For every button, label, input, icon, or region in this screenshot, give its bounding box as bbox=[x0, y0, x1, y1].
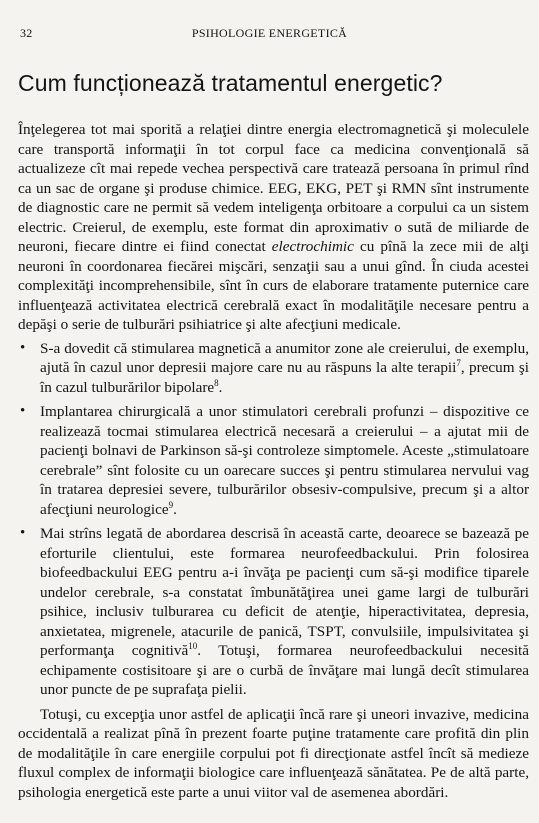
list-item bbox=[18, 402, 529, 519]
intro-part1: Înţelegerea tot mai sporită a relaţiei dintre energia electromagnetică şi moleculele care transportă informaţii în tot corpul face ca medicina convenţională să actualizeze cît mai repede vechea perspectivă care tratează persoana în primul rînd ca un sac de organe şi produse chimice. EEG, EKG, PET şi RMN sînt instrumente de diagnostic care ne permit să vedem inteligenţa orbitoare a corpului ca un sistem electric. Creierul, de exemplu, este format din aproximativ o sută de miliarde de neuroni, fiecare dintre ei fiind conectat bbox=[18, 121, 529, 255]
bullet-text-cont: , precum şi în cazul tulburărilor bipolare bbox=[40, 359, 529, 396]
running-title: PSIHOLOGIE ENERGETICĂ bbox=[191, 26, 348, 40]
bullet-text: Mai strîns legată de abordarea descrisă în această carte, deoarece se bazează pe eforturile clientului, este formarea neurofeedbackului. Prin folosirea biofeedbackului EEG pentru a-i învăţa pe pacienţi cum să-şi modifice tiparele undelor cerebrale, s-a constatat îmbunătăţirea unei game largi de tulburări psihice, inclusiv tulburarea cu deficit de atenţie, hiperactivitatea, depresia, anxietatea, migrenele, atacurile de panică, TSPT, convulsiile, impulsivitatea şi performanţa cognitivă bbox=[40, 525, 529, 659]
footnote-ref[interactable]: 10 bbox=[188, 640, 198, 651]
list-item bbox=[18, 339, 529, 398]
page-header bbox=[14, 26, 525, 42]
bullet-marker: • bbox=[20, 525, 26, 541]
footnote-ref[interactable]: 7 bbox=[456, 357, 461, 368]
intro-italic-term: electrochimic bbox=[271, 238, 354, 255]
bullet-marker: • bbox=[20, 403, 26, 419]
footnote-ref[interactable]: 8 bbox=[214, 377, 219, 388]
bullet-list bbox=[18, 339, 529, 700]
list-item bbox=[18, 524, 529, 700]
bullet-marker: • bbox=[20, 339, 26, 356]
bullet-text: S-a dovedit că stimularea magnetică a anumitor zone ale creierului, de exemplu, ajută în cazul unor depresii majore care nu au răspuns la alte terapii bbox=[40, 339, 529, 376]
section-title: Cum funcționează tratamentul energetic? bbox=[18, 70, 443, 96]
body-text bbox=[18, 120, 529, 802]
footnote-ref[interactable]: 9 bbox=[168, 499, 174, 510]
bullet-text-cont: . Totuşi, formarea neurofeedbackului necesită echipamente costisitoare şi are o curbă de învăţare mai lungă decît stimularea unor puncte de pe suprafaţa pielii. bbox=[40, 642, 529, 698]
bullet-text-end: . bbox=[218, 378, 223, 396]
intro-paragraph bbox=[18, 120, 529, 335]
closing-paragraph: Totuşi, cu excepţia unor astfel de aplicaţii încă rare şi uneori invazive, medicina occidentală a realizat pînă în prezent foarte puţine tratamente care profită din plin de modalităţile în care energiile corpului pot fi direcţionate astfel încît să medieze fluxul complex de informaţii biologice care influenţează sănătatea. Pe de altă parte, psihologia energetică este parte a unui viitor val de asemenea abordări. bbox=[18, 705, 529, 801]
bullet-text: Implantarea chirurgicală a unor stimulatori cerebrali profunzi – dispozitive ce realizează tocmai stimularea electrică necesară a creierului – a ajutat mii de pacienţi bolnavi de Parkinson să-şi controleze simptomele. Aceste „stimulatoare cerebrale” sînt folosite cu un oarecare succes şi pentru stimularea nervului vag în tratarea depresiei severe, tulburărilor obsesiv-compulsive, precum şi a altor afecţiuni neurologice bbox=[40, 403, 529, 518]
intro-part2: cu pînă la zece mii de alţi neuroni în coordonarea fiecărei mişcări, senzaţii sau a unui gînd. În ciuda acestei complexităţi incomprehensibile, sînt în curs de elaborare tratamente puternice care influenţează activitatea electrică cerebrală exact în modalităţile necesare pentru a depăşi o serie de tulburări psihiatrice şi alte afecţiuni medicale. bbox=[18, 238, 529, 333]
bullet-text-cont: . bbox=[173, 500, 177, 518]
page-number: 32 bbox=[20, 26, 33, 40]
